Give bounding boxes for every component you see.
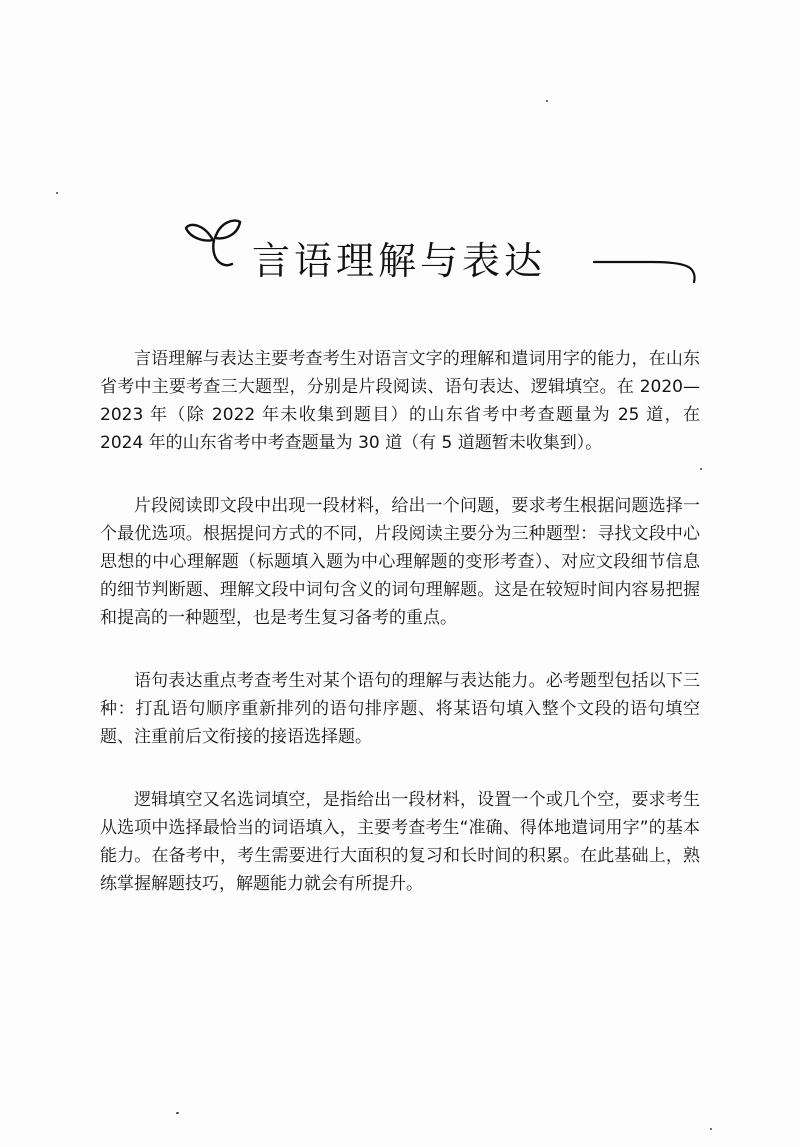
- paragraph-reading: 片段阅读即文段中出现一段材料，给出一个问题，要求考生根据问题选择一个最优选项。根据提问方式的不同，片段阅读主要分为三种题型：寻找文段中心思想的中心理解题（标题填入题为中心理解题的变形考查）、对应文段细节信息的细节判断题、理解文段中词句含义的词句理解题。这是在较短时间内容易把握和提高的一种题型，也是考生复习备考的重点。: [100, 496, 700, 628]
- scan-speck: [700, 468, 702, 470]
- scan-speck: [56, 192, 58, 194]
- scan-speck: [710, 1128, 712, 1130]
- page-title: 言语理解与表达: [252, 239, 547, 283]
- sprout-icon: [180, 210, 250, 280]
- paragraph-sentence-expression: 语句表达重点考查考生对某个语句的理解与表达能力。必考题型包括以下三种：打乱语句顺序重新排列的语句排序题、将某语句填入整个文段的语句填空题、注重前后文衔接的接语选择题。: [100, 671, 700, 747]
- section-header: [180, 210, 700, 290]
- scan-speck: [176, 1112, 179, 1114]
- paragraph-overview: 言语理解与表达主要考查考生对语言文字的理解和遣词用字的能力，在山东省考中主要考查三大题型，分别是片段阅读、语句表达、逻辑填空。在 2020—2023 年（除 2022 年未收集到题目）的山东省考中考查题量为 25 道，在 2024 年的山东省考中考查题量为 30 道（有 5 道题暂未收集到）。: [100, 349, 700, 453]
- scan-speck: [546, 100, 548, 102]
- title-underline-decoration: [592, 246, 702, 286]
- body-content: [100, 345, 700, 933]
- paragraph-logic-fill: 逻辑填空又名选词填空，是指给出一段材料，设置一个或几个空，要求考生从选项中选择最恰当的词语填入，主要考查考生“准确、得体地遣词用字”的基本能力。在备考中，考生需要进行大面积的复习和长时间的积累。在此基础上，熟练掌握解题技巧，解题能力就会有所提升。: [100, 790, 700, 894]
